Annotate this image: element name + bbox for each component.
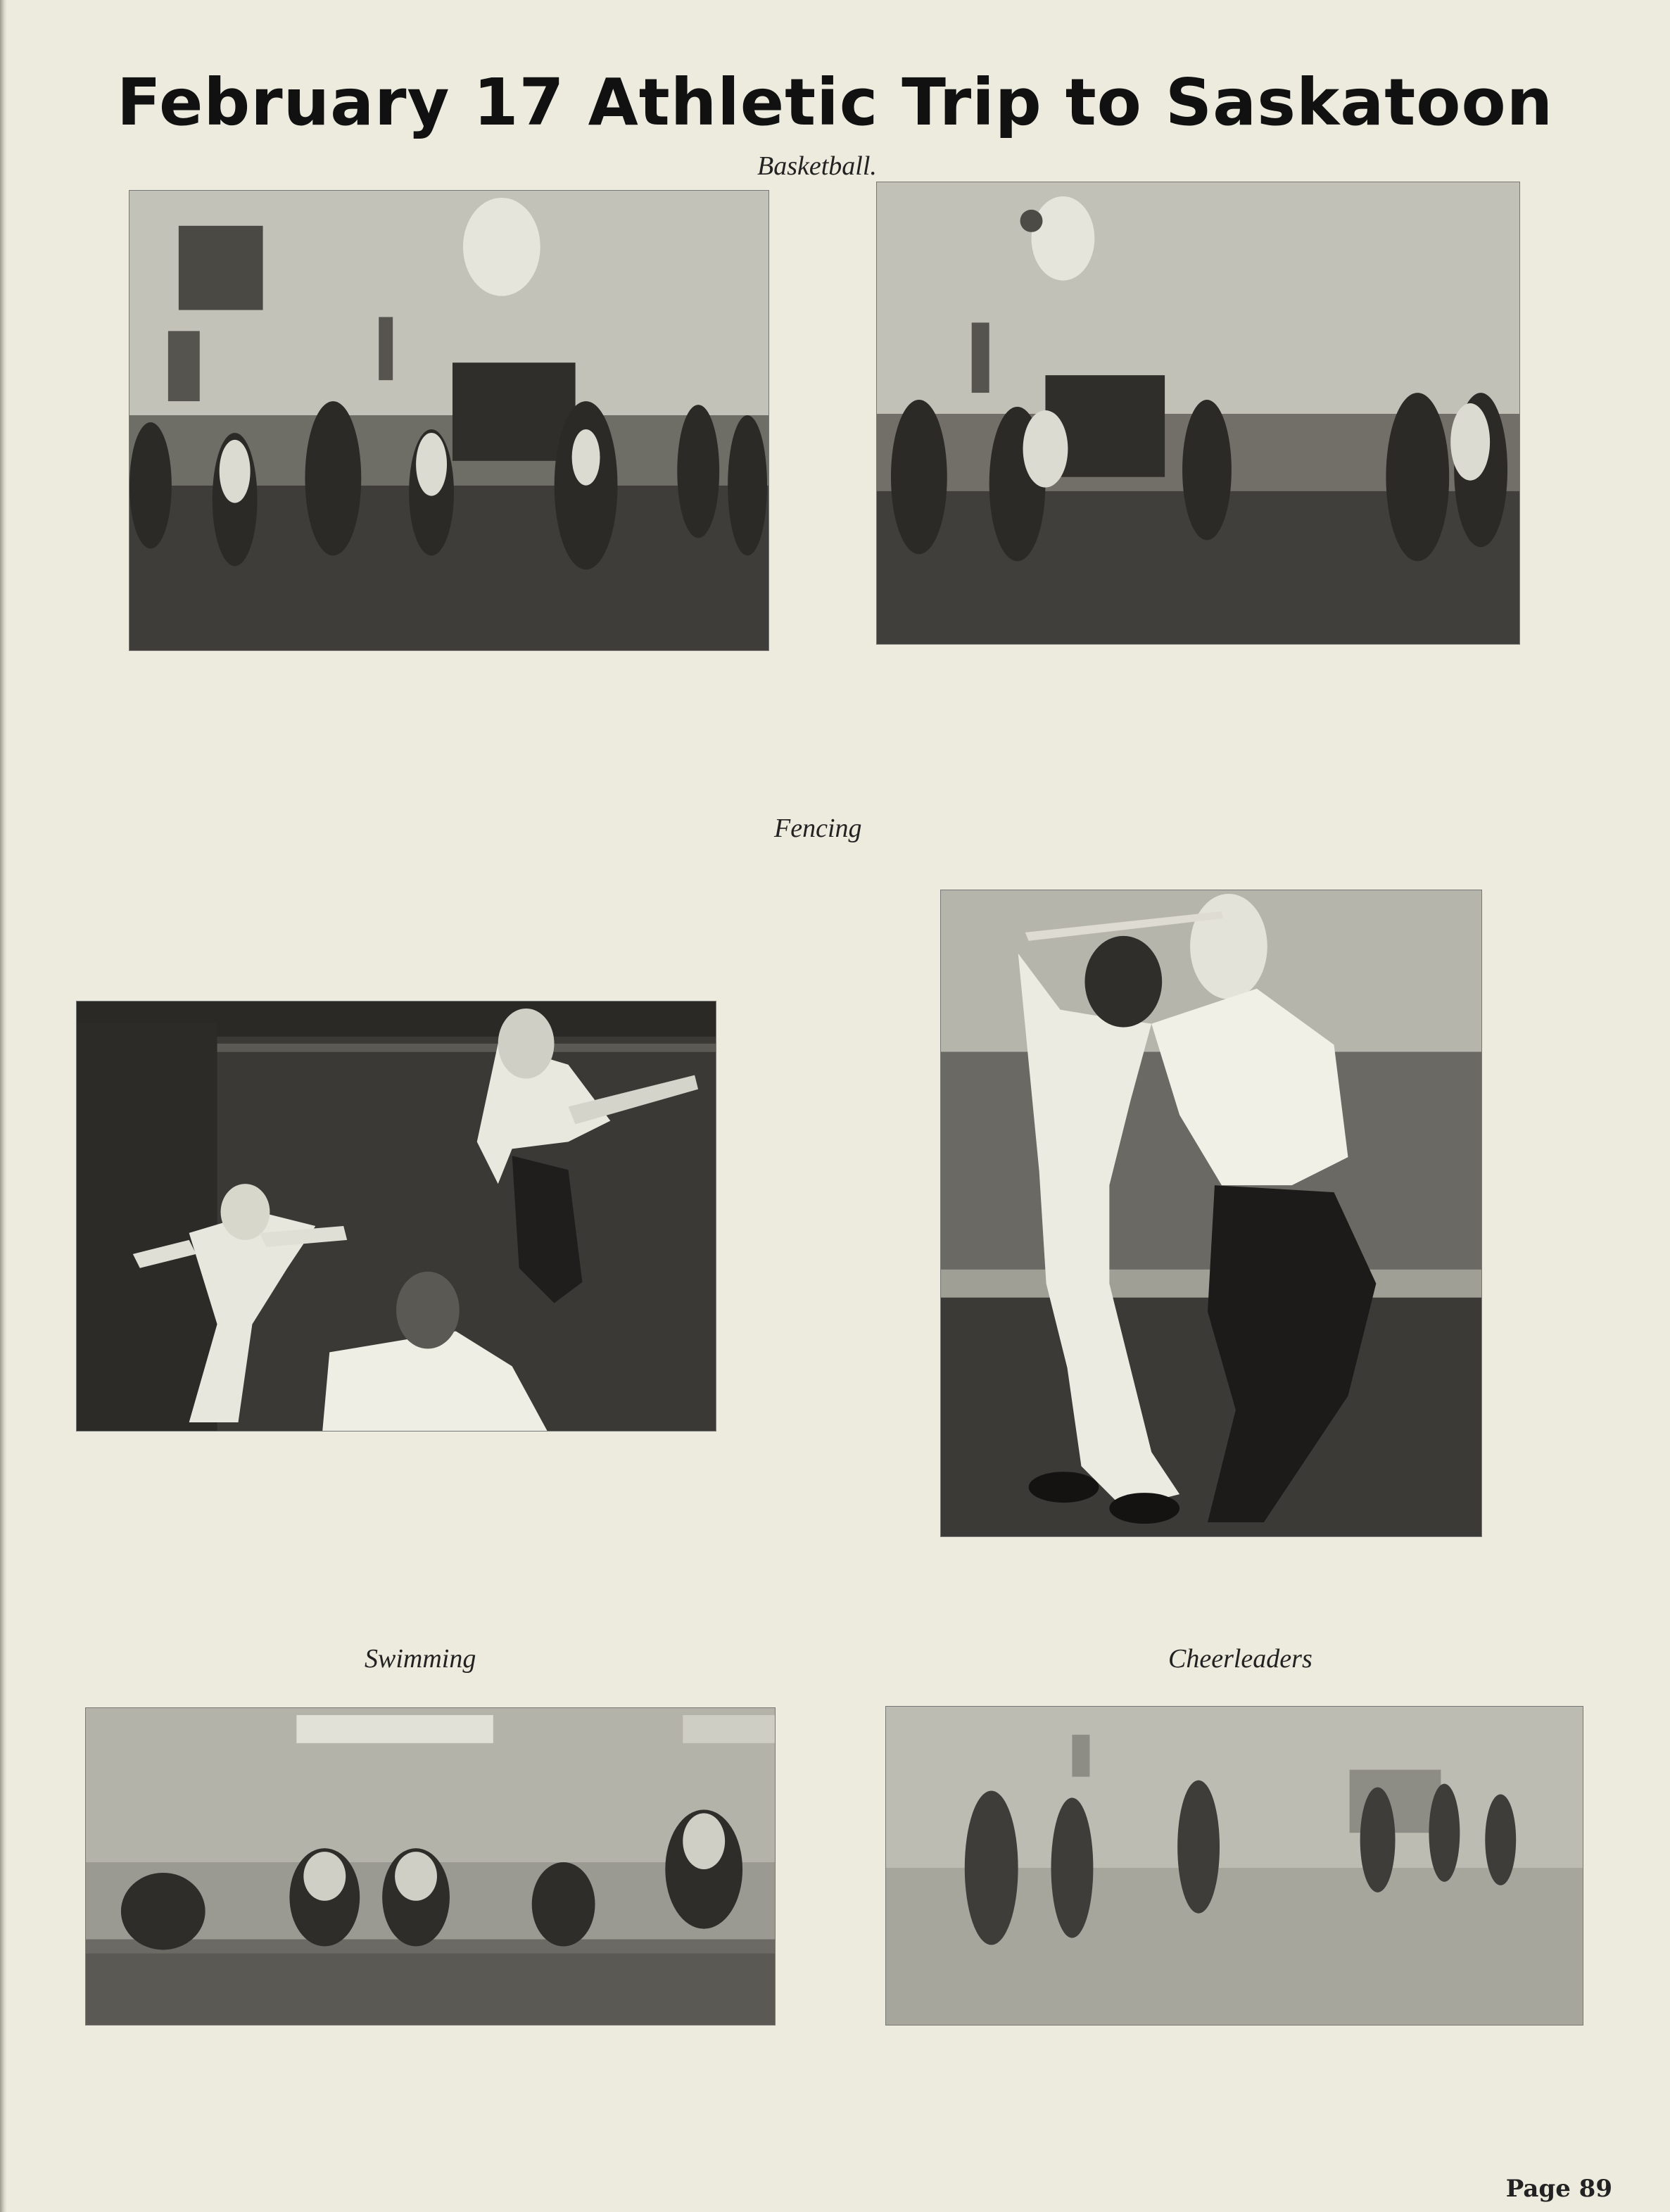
basketball-caption: Basketball. (757, 151, 877, 181)
fencing-photo-1 (76, 1001, 716, 1432)
page-title: February 17 Athletic Trip to Saskatoon (116, 65, 1554, 140)
fencing-photo-2 (940, 890, 1482, 1537)
cheerleaders-caption: Cheerleaders (1168, 1644, 1312, 1674)
page-binding-edge (0, 0, 7, 2212)
cheerleaders-photo (885, 1706, 1583, 2025)
swimming-caption: Swimming (365, 1644, 476, 1674)
basketball-photo-2 (876, 182, 1520, 645)
swimming-photo (85, 1707, 776, 2025)
fencing-caption: Fencing (774, 814, 862, 843)
page-number: Page 89 (1505, 2175, 1612, 2203)
basketball-photo-1 (129, 190, 769, 651)
